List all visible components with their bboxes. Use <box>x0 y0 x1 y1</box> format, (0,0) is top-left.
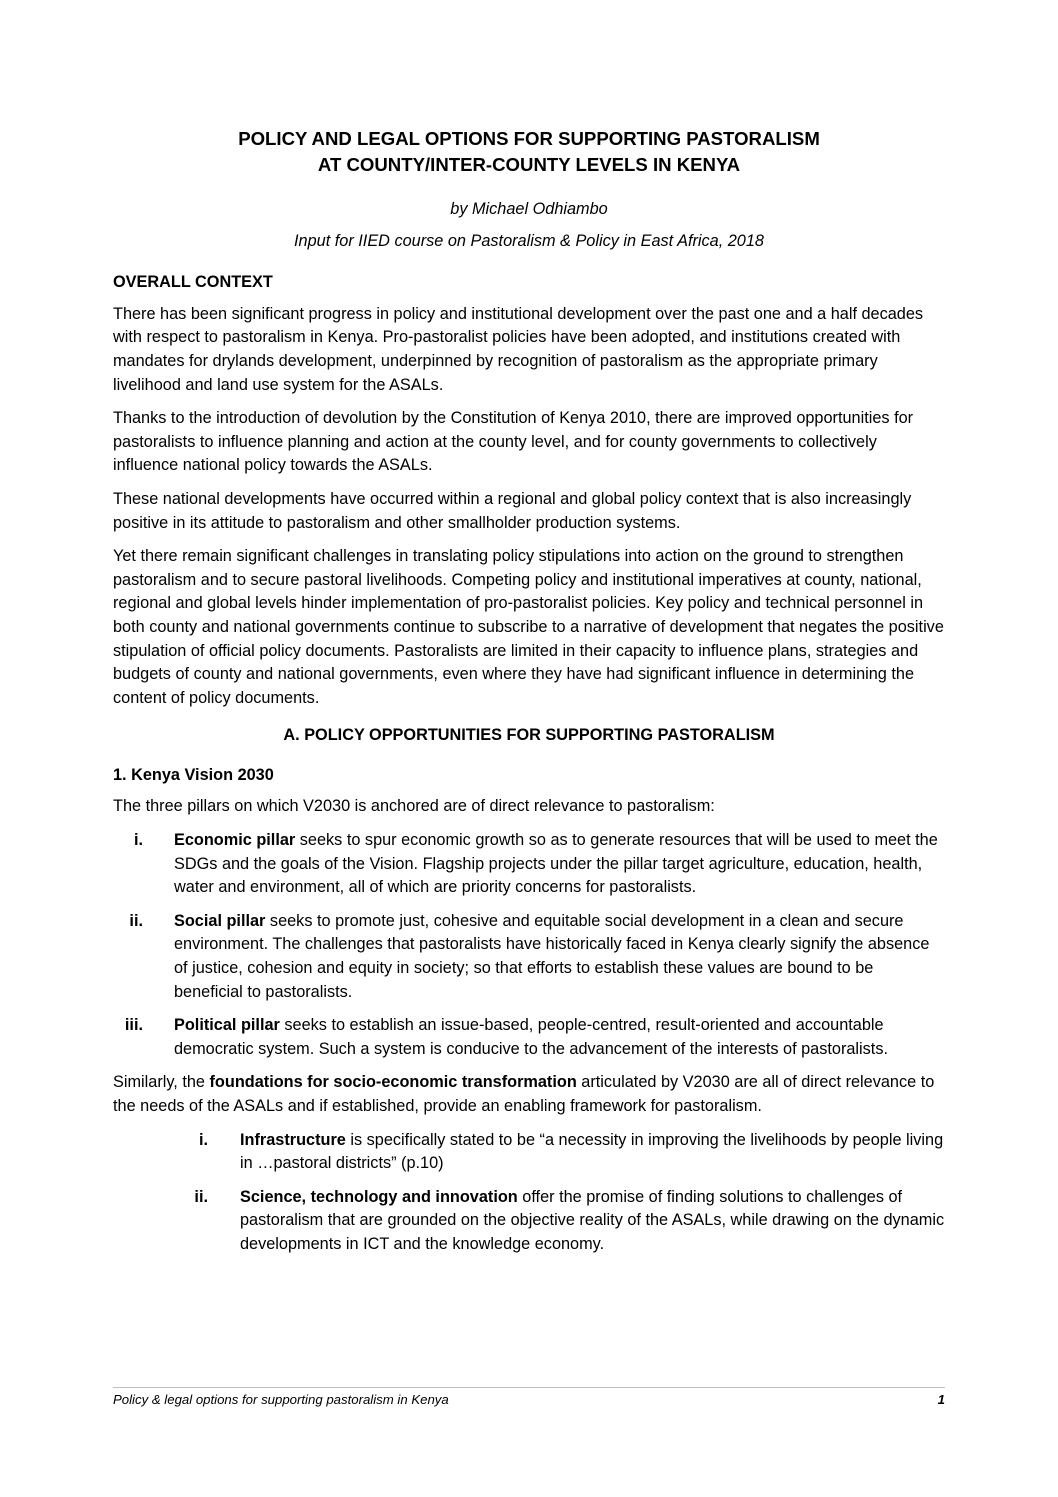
title-line-1: POLICY AND LEGAL OPTIONS FOR SUPPORTING PASTORALISM <box>238 128 820 149</box>
list-number: i. <box>198 1130 208 1149</box>
foundations-list <box>113 1129 945 1257</box>
list-term: Economic pillar <box>174 831 296 850</box>
subtitle: Input for IIED course on Pastoralism & Policy in East Africa, 2018 <box>294 231 764 250</box>
context-paragraph-3: These national developments have occurred within a regional and global policy context that is also increasingly positive in its attitude to pastoralism and other smallholder production systems. <box>113 489 912 532</box>
list-number: iii. <box>124 1016 143 1035</box>
subsection-1-heading: 1. Kenya Vision 2030 <box>113 765 274 784</box>
list-term: Science, technology and innovation <box>240 1187 518 1206</box>
page-footer <box>113 1387 945 1407</box>
document-title <box>113 126 945 178</box>
context-heading: OVERALL CONTEXT <box>113 273 273 292</box>
foundations-pre: Similarly, the <box>113 1073 210 1092</box>
context-paragraph-1: There has been significant progress in policy and institutional development over the past one and a half decades with respect to pastoralism in Kenya. Pro-pastoralist policies have been adopted, and institutions created with mandates for drylands development, underpinned by recognition of pastoralism as the appropriate primary livelihood and land use system for the ASALs. <box>113 304 924 394</box>
list-item <box>113 1014 945 1061</box>
list-term: Infrastructure <box>240 1130 346 1149</box>
pillars-intro: The three pillars on which V2030 is anchored are of direct relevance to pastoralism: <box>113 797 715 816</box>
list-term: Social pillar <box>174 911 266 930</box>
list-number: ii. <box>194 1187 208 1206</box>
list-term: Political pillar <box>174 1016 280 1035</box>
list-item <box>113 1129 945 1176</box>
context-paragraph-4: Yet there remain significant challenges in translating policy stipulations into action on the ground to strengthen pastoralism and to secure pastoral livelihoods. Competing policy and institutional imperatives at county, national, regional and global levels hinder implementation of pro-pastoralist policies. Key policy and technical personnel in both county and national governments continue to subscribe to a narrative of development that negates the positive stipulation of official policy documents. Pastoralists are limited in their capacity to influence plans, strategies and budgets of county and national governments, even where they have had significant influence in determining the content of policy documents. <box>113 547 944 707</box>
list-item <box>113 1186 945 1257</box>
list-number: i. <box>133 831 143 850</box>
pillars-list <box>113 829 945 1061</box>
page-number: 1 <box>937 1392 945 1407</box>
byline: by Michael Odhiambo <box>450 200 608 218</box>
list-text: seeks to spur economic growth so as to generate resources that will be used to meet the SDGs and the goals of the Vision. Flagship projects under the pillar target agriculture, education, health, water and environment, all of which are priority concerns for pastoralists. <box>174 831 938 897</box>
foundations-post: articulated by V2030 are all of direct relevance to the needs of the ASALs and if established, provide an enabling framework for pastoralism. <box>113 1073 935 1115</box>
title-line-2: AT COUNTY/INTER-COUNTY LEVELS IN KENYA <box>317 154 741 175</box>
foundations-paragraph <box>113 1071 945 1118</box>
list-text: seeks to promote just, cohesive and equitable social development in a clean and secure environment. The challenges that pastoralists have historically faced in Kenya clearly signify the absence of justice, cohesion and equity in society; so that efforts to establish these values are bound to be beneficial to pastoralists. <box>174 911 930 1001</box>
page-content <box>113 126 945 1267</box>
list-text: is specifically stated to be “a necessity in improving the livelihoods by people living in …pastoral districts” (p.10) <box>240 1130 944 1173</box>
list-item <box>113 910 945 1004</box>
list-text: offer the promise of finding solutions to challenges of pastoralism that are grounded on the objective reality of the ASALs, while drawing on the dynamic developments in ICT and the knowledge economy. <box>240 1187 945 1253</box>
list-item <box>113 829 945 900</box>
section-a-heading: A. POLICY OPPORTUNITIES FOR SUPPORTING PASTORALISM <box>283 726 775 745</box>
list-number: ii. <box>129 911 143 930</box>
footer-text: Policy & legal options for supporting pastoralism in Kenya <box>113 1392 449 1407</box>
list-text: seeks to establish an issue-based, people-centred, result-oriented and accountable democratic system. Such a system is conducive to the advancement of the interests of pastoralists. <box>174 1016 888 1058</box>
context-paragraph-2: Thanks to the introduction of devolution by the Constitution of Kenya 2010, there are improved opportunities for pastoralists to influence planning and action at the county level, and for county governments to collectively influence national policy towards the ASALs. <box>113 409 914 475</box>
foundations-term: foundations for socio-economic transformation <box>209 1073 577 1092</box>
